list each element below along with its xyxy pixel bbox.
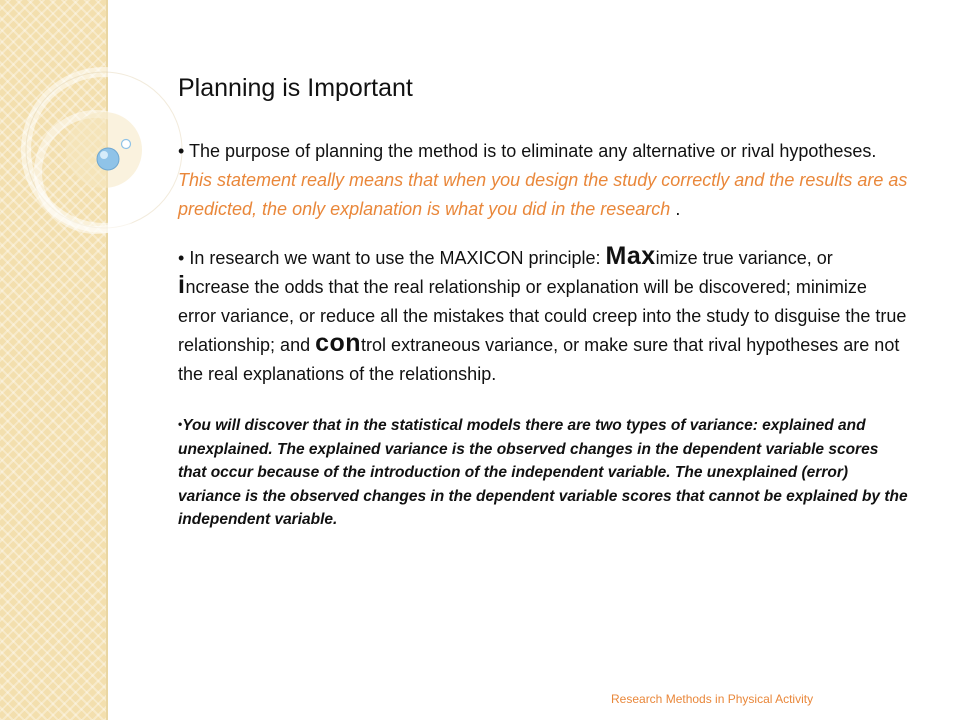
bullet-variance <box>178 413 908 532</box>
bullet-purpose-end: . <box>670 199 681 219</box>
bullet-marker: • <box>178 417 183 431</box>
small-bubble-icon <box>122 140 131 149</box>
maxicon-text-2: imize true variance, or <box>655 248 833 268</box>
blue-bubble-icon <box>97 148 119 170</box>
maxicon-i: i <box>178 271 186 299</box>
footer-text: Research Methods in Physical Activity <box>611 692 814 706</box>
maxicon-text-3: ncrease the odds that the real relationship or explanation will be discovered; minimize error variance, or reduce all the mistakes that could creep into the study to disguise the true relationship; and <box>178 277 907 355</box>
maxicon-text-1: In research we want to use the MAXICON principle: <box>184 248 606 268</box>
maxicon-text-4: trol extraneous variance, or make sure that rival hypotheses are not the real explanations of the relationship. <box>178 335 900 384</box>
bullet-marker: • <box>178 248 185 268</box>
slide-title: Planning is Important <box>178 74 413 102</box>
slide-body <box>178 137 908 532</box>
maxicon-con: con <box>315 329 362 357</box>
bullet-purpose-emphasis: This statement really means that when you design the study correctly and the results are as predicted, the only explanation is what you did in the research <box>178 170 908 219</box>
bullet-purpose-text: The purpose of planning the method is to eliminate any alternative or rival hypotheses. <box>184 141 877 161</box>
bullet-marker: • <box>178 141 185 161</box>
bubble-highlight <box>100 151 108 159</box>
maxicon-max: Max <box>605 242 656 270</box>
bullet-variance-text: You will discover that in the statistical models there are two types of variance: explained and unexplained. The explained variance is the observed changes in the dependent variable scores that occur because of the introduction of the independent variable. The unexplained (error) variance is the observed changes in the dependent variable scores that cannot be explained by the independent variable. <box>178 417 908 528</box>
bullet-purpose <box>178 137 908 224</box>
bullet-maxicon <box>178 244 908 389</box>
